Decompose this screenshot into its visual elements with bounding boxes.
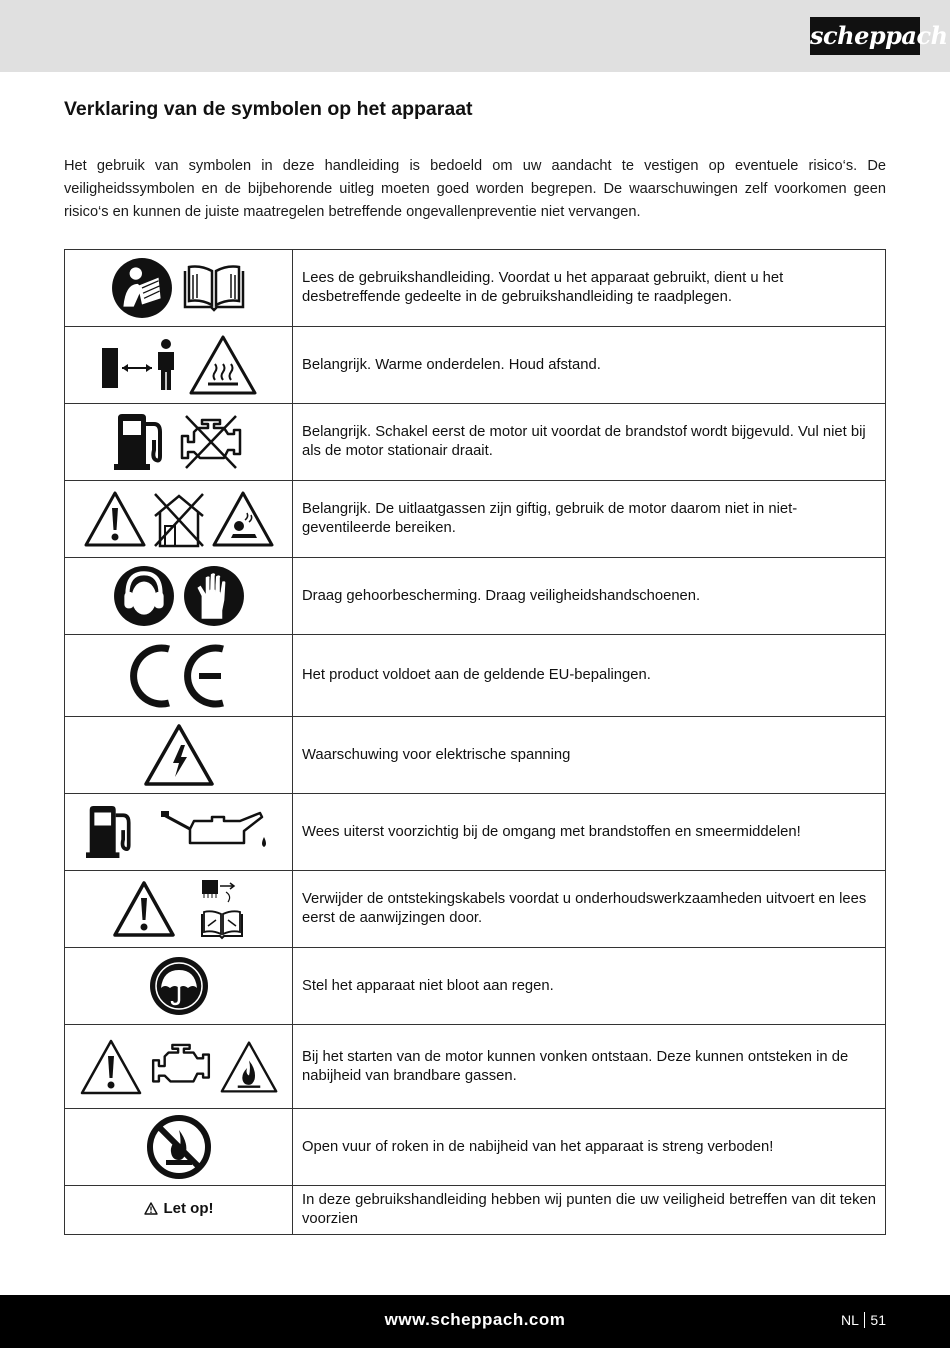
symbol-description: Stel het apparaat niet bloot aan regen. xyxy=(293,948,886,1025)
table-row xyxy=(65,404,886,481)
language-code: NL xyxy=(841,1312,859,1328)
symbol-description: Lees de gebruikshandleiding. Voordat u het apparaat gebruikt, dient u het desbetreffende gedeelte in de gebruikshandleiding te raadplegen. xyxy=(293,250,886,327)
page-title: Verklaring van de symbolen op het apparaat xyxy=(64,98,473,120)
toxic-gas-warning-icon xyxy=(211,490,275,548)
symbol-description: Belangrijk. Warme onderdelen. Houd afstand. xyxy=(293,327,886,404)
table-row xyxy=(65,635,886,717)
symbol-table xyxy=(64,249,886,1235)
top-bar xyxy=(0,0,950,72)
table-row xyxy=(65,481,886,558)
symbol-cell xyxy=(65,871,293,948)
symbol-cell xyxy=(65,404,293,481)
symbol-description: Waarschuwing voor elektrische spanning xyxy=(293,717,886,794)
engine-off-icon xyxy=(178,412,244,472)
page-separator xyxy=(864,1312,866,1328)
electric-voltage-warning-icon xyxy=(143,723,215,787)
page-num: 51 xyxy=(870,1312,886,1328)
engine-icon xyxy=(149,1043,213,1091)
hot-surface-warning-icon xyxy=(188,334,258,396)
symbol-cell xyxy=(65,481,293,558)
no-open-flame-icon xyxy=(146,1114,212,1180)
table-row xyxy=(65,717,886,794)
small-warning-icon xyxy=(144,1202,158,1215)
brand-logo: scheppach xyxy=(810,17,920,55)
symbol-cell xyxy=(65,1025,293,1109)
symbol-description: Bij het starten van de motor kunnen vonken ontstaan. Deze kunnen ontsteken in de nabijheid van brandbare gassen. xyxy=(293,1025,886,1109)
intro-paragraph: Het gebruik van symbolen in deze handleiding is bedoeld om uw aandacht te vestigen op eventuele risico‘s. De veiligheidssymbolen en de bijbehorende uitleg moeten goed worden begrepen. De waarschuwingen zelf voorkomen geen risico‘s en kunnen de juiste maatregelen betreffende ongevallenpreventie niet vervangen. xyxy=(64,158,886,220)
page-number xyxy=(841,1312,886,1328)
symbol-description: Open vuur of roken in de nabijheid van het apparaat is streng verboden! xyxy=(293,1109,886,1186)
footer-bar xyxy=(0,1295,950,1348)
fuel-pump-icon xyxy=(114,412,170,472)
symbol-description: Belangrijk. De uitlaatgassen zijn giftig, gebruik de motor daarom niet in niet-geventileerde bereiken. xyxy=(293,481,886,558)
read-manual-icon xyxy=(111,257,173,319)
warning-icon xyxy=(79,1038,143,1096)
symbol-cell xyxy=(65,1186,293,1235)
keep-distance-icon xyxy=(100,338,180,392)
ear-protection-icon xyxy=(113,565,175,627)
symbol-cell xyxy=(65,558,293,635)
table-row xyxy=(65,327,886,404)
umbrella-rain-icon xyxy=(149,956,209,1016)
symbol-description: Verwijder de ontstekingskabels voordat u onderhoudswerkzaamheden uitvoert en lees eerst de aanwijzingen door. xyxy=(293,871,886,948)
open-book-icon xyxy=(181,263,247,313)
table-row xyxy=(65,948,886,1025)
table-row xyxy=(65,871,886,948)
symbol-cell xyxy=(65,948,293,1025)
footer-url: www.scheppach.com xyxy=(384,1310,566,1329)
safety-gloves-icon xyxy=(183,565,245,627)
fuel-pump-icon xyxy=(86,804,138,860)
ce-mark-icon xyxy=(129,643,229,709)
table-row xyxy=(65,794,886,871)
symbol-cell xyxy=(65,794,293,871)
let-op-text: Let op! xyxy=(163,1200,214,1217)
attention-label xyxy=(144,1200,214,1217)
spark-plug-manual-icon xyxy=(198,878,246,940)
oil-can-icon xyxy=(160,807,272,857)
warning-icon xyxy=(83,490,147,548)
symbol-description: Het product voldoet aan de geldende EU-bepalingen. xyxy=(293,635,886,717)
table-row xyxy=(65,1109,886,1186)
symbol-cell xyxy=(65,250,293,327)
flammable-warning-icon xyxy=(219,1039,279,1095)
symbol-cell xyxy=(65,327,293,404)
symbol-cell xyxy=(65,1109,293,1186)
table-row xyxy=(65,1025,886,1109)
symbol-cell xyxy=(65,635,293,717)
symbol-description: In deze gebruikshandleiding hebben wij punten die uw veiligheid betreffen van dit teken voorzien xyxy=(293,1186,886,1235)
symbol-description: Belangrijk. Schakel eerst de motor uit voordat de brandstof wordt bijgevuld. Vul niet bij als de motor stationair draait. xyxy=(293,404,886,481)
table-row xyxy=(65,250,886,327)
table-row xyxy=(65,1186,886,1235)
symbol-description: Draag gehoorbescherming. Draag veiligheidshandschoenen. xyxy=(293,558,886,635)
no-indoor-use-icon xyxy=(151,490,207,548)
symbol-description: Wees uiterst voorzichtig bij de omgang met brandstoffen en smeermiddelen! xyxy=(293,794,886,871)
table-row xyxy=(65,558,886,635)
warning-icon xyxy=(112,880,176,938)
symbol-cell xyxy=(65,717,293,794)
